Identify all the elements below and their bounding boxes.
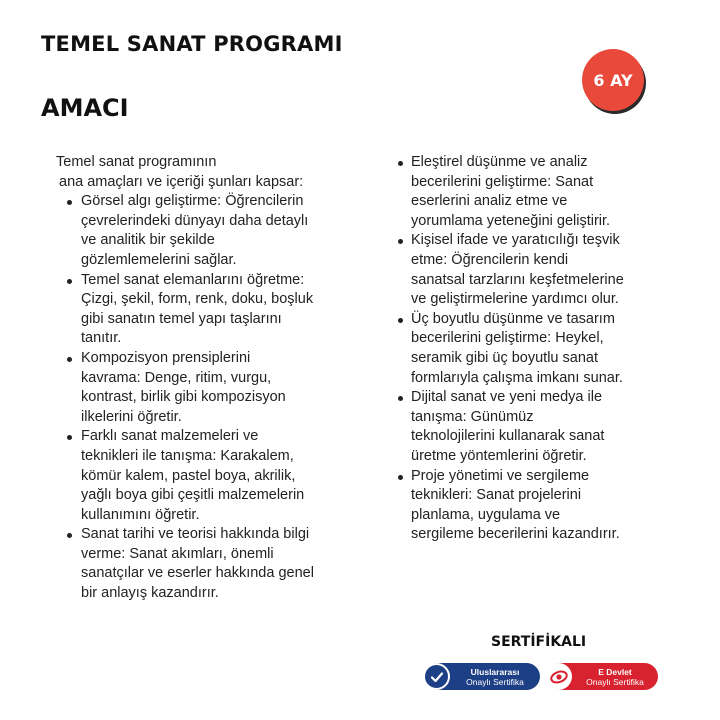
- list-item-line: seramik gibi üç boyutlu sanat: [411, 349, 598, 366]
- certificate-line2: Onaylı Sertifika: [586, 676, 644, 687]
- intro-line: ana amaçları ve içeriği şunları kapsar:: [59, 173, 304, 190]
- list-item-line: sanatsal tarzlarını keşfetmelerine: [411, 271, 624, 288]
- list-item: [56, 192, 336, 270]
- list-item-line: Temel sanat elemanlarını öğretme:: [81, 271, 305, 288]
- list-item-line: tanıtır.: [81, 330, 122, 347]
- list-item: [56, 349, 336, 427]
- list-item-line: ve geliştirmelerine yardımcı olur.: [411, 291, 619, 308]
- bullet-icon: [67, 533, 72, 538]
- list-item: [396, 231, 646, 309]
- list-item-line: Proje yönetimi ve sergileme: [411, 467, 590, 484]
- intro-line: Temel sanat programının: [56, 154, 217, 170]
- list-item-line: tanışma: Günümüz: [411, 408, 534, 425]
- e-devlet-logo-icon: [545, 663, 572, 690]
- list-item-line: Üç boyutlu düşünme ve tasarım: [411, 310, 615, 327]
- list-item-line: Görsel algı geliştirme: Öğrencilerin: [81, 193, 304, 210]
- list-item-line: gözlemlemelerini sağlar.: [81, 251, 237, 268]
- list-item-line: eserlerini analiz etme ve: [411, 193, 568, 210]
- list-item-line: teknikleri: Sanat projelerini: [411, 487, 582, 504]
- list-item-line: gibi sanatın temel yapı taşlarını: [81, 310, 282, 327]
- list-item-line: ve analitik bir şekilde: [81, 232, 215, 249]
- list-item-line: formlarıyla çalışma imkanı sunar.: [411, 369, 623, 386]
- duration-badge: 6 AY: [582, 49, 644, 111]
- list-item: [396, 388, 646, 466]
- list-item-line: Sanat tarihi ve teorisi hakkında bilgi: [81, 526, 310, 543]
- list-item: [56, 427, 336, 525]
- certificate-line1: E Devlet: [598, 666, 632, 677]
- bullet-icon: [67, 357, 72, 362]
- list-item: [396, 467, 646, 545]
- list-item-line: Çizgi, şekil, form, renk, doku, boşluk: [81, 291, 314, 308]
- list-item: [396, 310, 646, 388]
- bullet-icon: [398, 396, 403, 401]
- list-item-line: etme: Öğrencilerin kendi: [411, 251, 569, 268]
- list-item-line: teknolojilerini kullanarak sanat: [411, 428, 605, 445]
- list-item: [56, 525, 336, 603]
- bullet-icon: [67, 200, 72, 205]
- list-item-line: becerilerini geliştirme: Heykel,: [411, 330, 604, 347]
- bullet-icon: [67, 279, 72, 284]
- list-item-line: kullanımını öğretir.: [81, 506, 200, 523]
- list-item-line: yorumlama yeteneğini geliştirir.: [411, 212, 611, 229]
- list-item-line: Farklı sanat malzemeleri ve: [81, 428, 259, 445]
- certificate-label: SERTİFİKALI: [491, 634, 587, 650]
- right-column: [396, 153, 646, 545]
- bullet-icon: [398, 161, 403, 166]
- checkmark-icon: [423, 663, 450, 690]
- list-item-line: Kişisel ifade ve yaratıcılığı teşvik: [411, 232, 620, 249]
- list-item-line: kavrama: Denge, ritim, vurgu,: [81, 369, 272, 386]
- section-title: AMACI: [41, 94, 129, 122]
- list-item-line: Dijital sanat ve yeni medya ile: [411, 389, 603, 406]
- certificate-text: [572, 667, 658, 687]
- certificate-text: [450, 667, 540, 687]
- list-item-line: sergileme becerilerini kazandırır.: [411, 526, 620, 543]
- list-item-line: teknikleri ile tanışma: Karakalem,: [81, 447, 294, 464]
- bullet-icon: [67, 435, 72, 440]
- bullet-icon: [398, 475, 403, 480]
- certificate-line2: Onaylı Sertifika: [466, 676, 524, 687]
- certificate-line1: Uluslararası: [470, 666, 520, 677]
- list-item-line: Kompozisyon prensiplerini: [81, 349, 251, 366]
- list-item-line: verme: Sanat akımları, önemli: [81, 545, 274, 562]
- list-item-line: becerilerini geliştirme: Sanat: [411, 173, 594, 190]
- list-item-line: ilkelerini öğretir.: [81, 408, 182, 425]
- right-bullet-list: [396, 153, 646, 545]
- list-item-line: çevrelerindeki dünyayı daha detaylı: [81, 212, 309, 229]
- bullet-icon: [398, 318, 403, 323]
- list-item-line: Eleştirel düşünme ve analiz: [411, 154, 588, 170]
- list-item: [396, 153, 646, 231]
- list-item-line: yağlı boya gibi çeşitli malzemelerin: [81, 487, 305, 504]
- page-title: TEMEL SANAT PROGRAMI: [41, 32, 343, 56]
- left-column: [56, 153, 336, 604]
- bullet-icon: [398, 239, 403, 244]
- list-item: [56, 271, 336, 349]
- list-item-line: kömür kalem, pastel boya, akrilik,: [81, 467, 296, 484]
- list-item-line: üretme yöntemlerini öğretir.: [411, 447, 587, 464]
- list-item-line: sanatçılar ve eserler hakkında genel: [81, 565, 314, 582]
- list-item-line: planlama, uygulama ve: [411, 506, 561, 523]
- e-devlet-certificate-badge: [546, 663, 658, 690]
- list-item-line: bir anlayış kazandırır.: [81, 585, 219, 602]
- list-item-line: kontrast, birlik gibi kompozisyon: [81, 389, 286, 406]
- left-bullet-list: [56, 192, 336, 603]
- intro-text: [56, 153, 336, 192]
- international-certificate-badge: [424, 663, 540, 690]
